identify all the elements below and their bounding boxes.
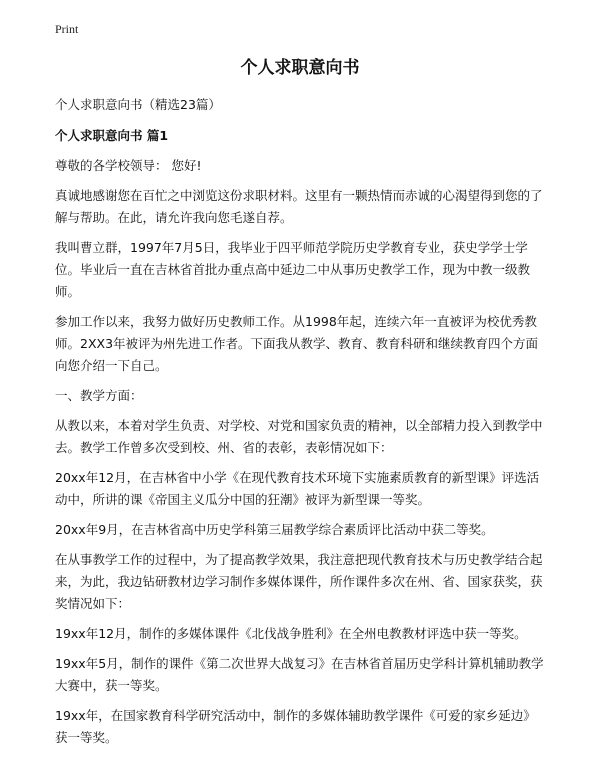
body-paragraph: 19xx年12月，制作的多媒体课件《北伐战争胜利》在全州电教教材评选中获一等奖。 <box>55 626 527 641</box>
document-title: 个人求职意向书 <box>240 58 360 78</box>
print-link[interactable]: Print <box>55 22 79 36</box>
body-paragraph: 20xx年12月，在吉林省中小学《在现代教育技术环境下实施素质教育的新型课》评选活动中，所讲的课《帝国主义瓜分中国的狂潮》被评为新型课一等奖。 <box>55 470 540 507</box>
body-paragraph: 从教以来，本着对学生负责、对学校、对党和国家负责的精神，以全部精力投入到教学中去。教学工作曾多次受到校、州、省的表彰，表彰情况如下： <box>55 418 543 455</box>
body-paragraph: 19xx年5月，制作的课件《第二次世界大战复习》在吉林省首届历史学科计算机辅助教学大赛中，获一等奖。 <box>55 656 544 693</box>
body-paragraph: 参加工作以来，我努力做好历史教师工作。从1998年起，连续六年一直被评为校优秀教师。2XX3年被评为州先进工作者。下面我从教学、教育、教育科研和继续教育四个方面向您介绍一下自己。 <box>55 314 539 373</box>
body-paragraph: 20xx年9月，在吉林省高中历史学科第三届教学综合素质评比活动中获二等奖。 <box>55 522 494 537</box>
document-body <box>55 94 545 757</box>
document-subtitle: 个人求职意向书（精选23篇） <box>55 97 221 112</box>
body-paragraph: 我叫曹立群，1997年7月5日，我毕业于四平师范学院历史学教育专业，获史学学士学位。毕业后一直在吉林省首批办重点高中延边二中从事历史教学工作，现为中教一级教师。 <box>55 240 531 299</box>
section-heading: 个人求职意向书 篇1 <box>55 128 169 143</box>
body-paragraph: 在从事教学工作的过程中，为了提高教学效果，我注意把现代教育技术与历史教学结合起来，为此，我边钻研教材边学习制作多媒体课件，所作课件多次在州、省、国家获奖，获奖情况如下： <box>55 552 543 611</box>
body-paragraph: 真诚地感谢您在百忙之中浏览这份求职材料。这里有一颗热情而赤诚的心渴望得到您的了解与帮助。在此，请允许我向您毛遂自荐。 <box>55 188 543 225</box>
subsection-heading: 一、教学方面： <box>55 388 143 403</box>
greeting-paragraph: 尊敬的各学校领导： 您好! <box>55 158 202 173</box>
body-paragraph: 19xx年，在国家教育科学研究活动中，制作的多媒体辅助教学课件《可爱的家乡延边》获一等奖。 <box>55 708 536 745</box>
